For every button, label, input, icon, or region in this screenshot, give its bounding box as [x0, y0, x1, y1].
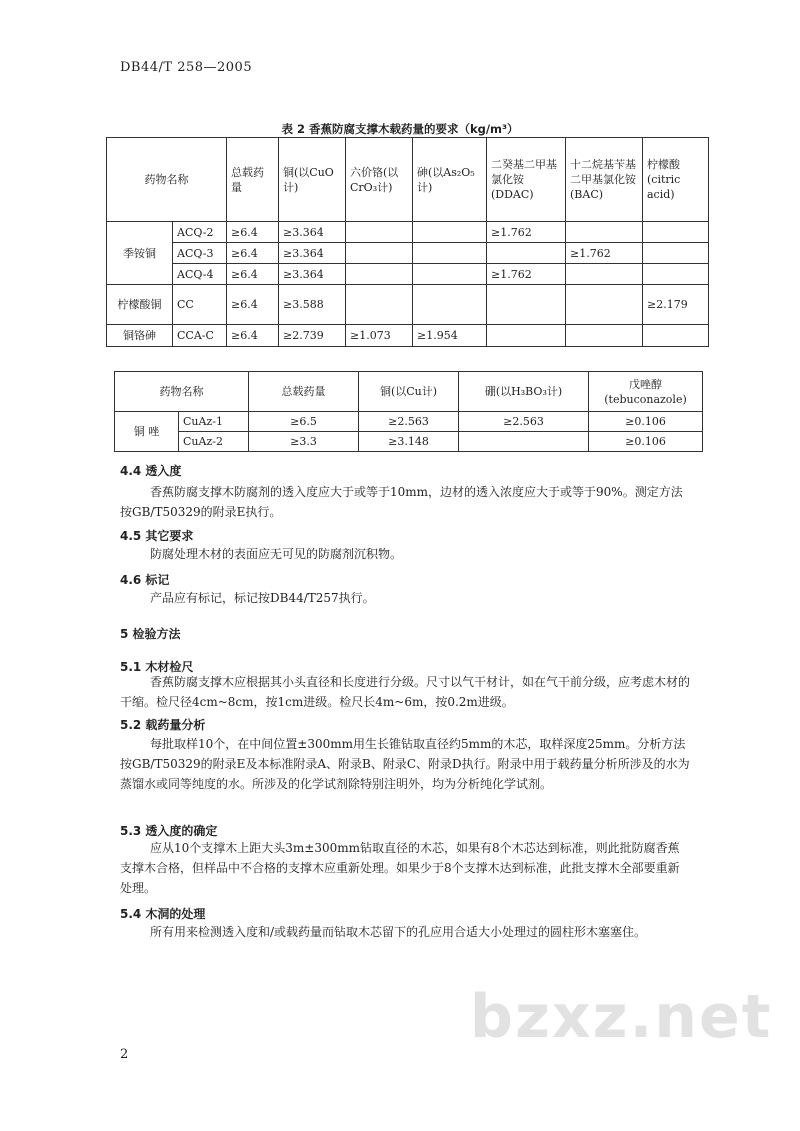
header-bac: 十二烷基苄基二甲基氯化铵(BAC) [566, 138, 643, 222]
section-4-6-title: 4.6 标记 [120, 573, 170, 587]
section-5-title: 5 检验方法 [120, 627, 181, 641]
cell-as [413, 222, 487, 243]
cell-ddac: ≥1.762 [487, 222, 566, 243]
section-4-6-text: 产品应有标记，标记按DB44/T257执行。 [150, 591, 375, 605]
cell-cu: ≥3.364 [279, 222, 346, 243]
group-acq: 季铵铜 [107, 222, 173, 285]
header-citric: 柠檬酸(citric acid) [643, 138, 709, 222]
cell-total: ≥6.4 [227, 325, 279, 347]
section-5-3-text: 应从10个支撑木上距大头3m±300mm钻取直径的木芯，如果有8个木芯达到标准，则此批防腐香蕉支撑木合格，但样品中不合格的支撑木应重新处理。如果少于8个支撑木达到标准，此批支撑木全部要重新处理。 [120, 841, 680, 895]
section-5-3-title: 5.3 透入度的确定 [120, 824, 218, 838]
cell-code: CCA-C [173, 325, 227, 347]
cell-tebu: ≥0.106 [589, 412, 703, 432]
cell-ddac [487, 243, 566, 264]
table-header-row [115, 372, 703, 412]
cell-as [413, 243, 487, 264]
cell-boron: ≥2.563 [459, 412, 589, 432]
watermark: bzxz.net [470, 982, 773, 1052]
section-5-4-text: 所有用来检测透入度和/或载药量而钻取木芯留下的孔应用合适大小处理过的圆柱形木塞塞住。 [150, 925, 647, 939]
cell-citric: ≥2.179 [643, 285, 709, 325]
page-number: 2 [120, 1047, 129, 1062]
cell-cr: ≥1.073 [346, 325, 413, 347]
cell-cu: ≥3.588 [279, 285, 346, 325]
header-tebuconazole-en: (tebuconazole) [604, 392, 687, 406]
cell-total: ≥6.4 [227, 264, 279, 285]
cell-citric [643, 264, 709, 285]
cell-bac [566, 325, 643, 347]
group-cca: 铜铬砷 [107, 325, 173, 347]
cell-cu: ≥2.563 [359, 412, 459, 432]
table-row [107, 222, 709, 243]
header-tebuconazole [589, 372, 703, 412]
cell-as [413, 285, 487, 325]
cell-total: ≥3.3 [249, 432, 359, 452]
group-cuaz: 铜 唑 [115, 412, 179, 452]
section-5-4-title: 5.4 木洞的处理 [120, 907, 206, 921]
group-cc: 柠檬酸铜 [107, 285, 173, 325]
header-copper: 铜(以CuO计) [279, 138, 346, 222]
header-ddac: 二癸基二甲基氯化铵(DDAC) [487, 138, 566, 222]
drug-load-table [106, 137, 709, 347]
table-row [115, 412, 703, 432]
cell-total: ≥6.4 [227, 222, 279, 243]
section-5-1-title: 5.1 木材检尺 [120, 660, 194, 674]
cell-tebu: ≥0.106 [589, 432, 703, 452]
table-row [107, 264, 709, 285]
cell-citric [643, 243, 709, 264]
cell-cr [346, 285, 413, 325]
header-drug-name: 药物名称 [107, 138, 227, 222]
header-tebuconazole-cn: 戊唑醇 [629, 377, 662, 391]
document-code: DB44/T 258—2005 [120, 60, 253, 75]
cell-code: CC [173, 285, 227, 325]
header-total-load: 总载药量 [249, 372, 359, 412]
cell-bac [566, 222, 643, 243]
header-boron: 硼(以H₃BO₃计) [459, 372, 589, 412]
cell-citric [643, 325, 709, 347]
cell-code: CuAz-2 [179, 432, 249, 452]
cell-total: ≥6.5 [249, 412, 359, 432]
cell-as [413, 264, 487, 285]
cell-cu: ≥2.739 [279, 325, 346, 347]
section-5-1-text: 香蕉防腐支撑木应根据其小头直径和长度进行分级。尺寸以气干材计，如在气干前分级，应考虑木材的干缩。检尺径4cm~8cm，按1cm进级。检尺长4m~6m，按0.2m进级。 [120, 675, 691, 709]
cell-bac [566, 285, 643, 325]
table-row [107, 285, 709, 325]
cell-ddac [487, 285, 566, 325]
cell-code: CuAz-1 [179, 412, 249, 432]
cell-bac [566, 264, 643, 285]
cell-code: ACQ-2 [173, 222, 227, 243]
cell-ddac: ≥1.762 [487, 264, 566, 285]
section-5-2-text: 每批取样10个，在中间位置±300mm用生长锥钻取直径约5mm的木芯，取样深度25mm。分析方法按GB/T50329的附录E及本标准附录A、附录B、附录C、附录D执行。附录中用于载药量分析所涉及的水为蒸馏水或同等纯度的水。所涉及的化学试剂除特别注明外，均为分析纯化学试剂。 [120, 737, 690, 791]
section-4-5-title: 4.5 其它要求 [120, 529, 194, 543]
cell-cu: ≥3.148 [359, 432, 459, 452]
section-5-2-title: 5.2 载药量分析 [120, 718, 206, 732]
cell-cu: ≥3.364 [279, 264, 346, 285]
header-total-load: 总载药量 [227, 138, 279, 222]
cell-cu: ≥3.364 [279, 243, 346, 264]
section-4-4-title: 4.4 透入度 [120, 464, 182, 478]
cell-ddac [487, 325, 566, 347]
cell-code: ACQ-4 [173, 264, 227, 285]
table-row [115, 432, 703, 452]
cell-as: ≥1.954 [413, 325, 487, 347]
table-title: 表 2 香蕉防腐支撑木载药量的要求（kg/m³） [281, 122, 519, 136]
table-row [107, 325, 709, 347]
header-copper: 铜(以Cu计) [359, 372, 459, 412]
header-chromium: 六价铬(以CrO₃计) [346, 138, 413, 222]
section-4-5-text: 防腐处理木材的表面应无可见的防腐剂沉积物。 [150, 547, 403, 561]
table-header-row [107, 138, 709, 222]
cell-citric [643, 222, 709, 243]
cell-total: ≥6.4 [227, 243, 279, 264]
cell-bac: ≥1.762 [566, 243, 643, 264]
copper-azole-table [114, 371, 703, 452]
cell-cr [346, 222, 413, 243]
cell-boron [459, 432, 589, 452]
section-4-4-text: 香蕉防腐支撑木防腐剂的透入度应大于或等于10mm，边材的透入浓度应大于或等于90%。测定方法按GB/T50329的附录E执行。 [120, 485, 683, 519]
table-row [107, 243, 709, 264]
cell-total: ≥6.4 [227, 285, 279, 325]
cell-cr [346, 243, 413, 264]
header-arsenic: 砷(以As₂O₅计) [413, 138, 487, 222]
cell-cr [346, 264, 413, 285]
cell-code: ACQ-3 [173, 243, 227, 264]
header-drug-name: 药物名称 [115, 372, 249, 412]
